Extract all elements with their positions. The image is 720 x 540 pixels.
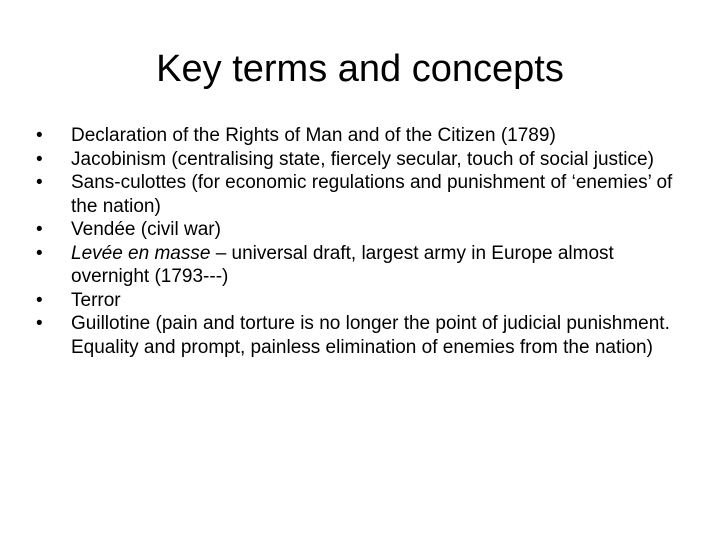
bullet-icon: • — [36, 313, 43, 334]
bullet-list — [36, 124, 696, 359]
bullet-text: – universal draft, largest army in Europe almost overnight (1793---) — [71, 242, 614, 287]
bullet-text: Terror — [71, 289, 121, 311]
bullet-item-declaration — [36, 124, 696, 148]
bullet-icon: • — [36, 148, 43, 170]
bullet-item-guillotine — [36, 312, 696, 359]
bullet-item-levee-en-masse — [36, 242, 696, 289]
bullet-item-sans-culottes — [36, 171, 696, 218]
bullet-text: Declaration of the Rights of Man and of the Citizen (1789) — [71, 125, 556, 146]
bullet-icon: • — [36, 125, 43, 146]
bullet-text: Guillotine (pain and torture is no longer the point of judicial punishment. Equality and prompt, painless elimination of enemies from the nation) — [71, 313, 670, 358]
bullet-icon: • — [36, 172, 43, 193]
bullet-text: Jacobinism (centralising state, fiercely secular, touch of social justice) — [71, 148, 654, 170]
bullet-text: Sans-culottes (for economic regulations and punishment of ‘enemies’ of the nation) — [71, 172, 673, 217]
bullet-icon: • — [36, 219, 43, 240]
bullet-item-jacobinism — [36, 148, 696, 172]
slide-title: Key terms and concepts — [156, 48, 564, 90]
bullet-text: Vendée (civil war) — [71, 219, 221, 240]
bullet-italic-term: Levée en masse — [71, 242, 211, 264]
bullet-icon: • — [36, 242, 43, 264]
bullet-icon: • — [36, 289, 43, 311]
bullet-item-terror — [36, 289, 696, 313]
bullet-item-vendee — [36, 218, 696, 242]
